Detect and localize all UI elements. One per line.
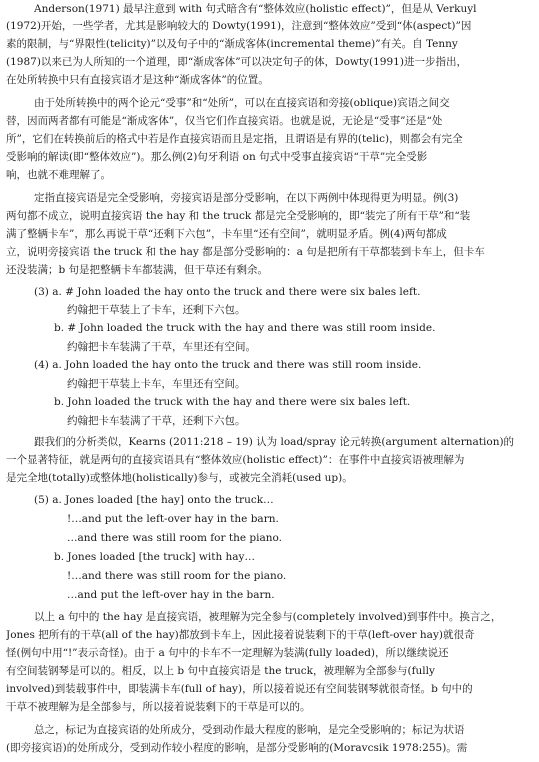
text-line: 两句都不成立，说明直接宾语 the hay 和 the truck 都是完全受影响的，即“装完了所有干草”和“装 [6,210,471,222]
text-line: 怪(例句中用“!”表示奇怪)。由于 a 句中的卡车不一定理解为装满(fully loaded)，所以继续说还 [6,647,449,659]
text-line: 受影响的解读(即“整体效应”)。那么例(2)句牙利语 on 句式中受事直接宾语“干草”完全受影 [6,151,428,163]
text-line: 跟我们的分析类似，Kearns (2011:218 – 19) 认为 load/spray 论元转换(argument alternation)的 [34,436,515,448]
text-line: 干草不被理解为是全部参与，所以接着说装剩下的干草是可以的。 [6,701,311,713]
example-line: b. # John loaded the truck with the hay and there was still room inside. [54,322,436,334]
text-line: 有空间装钢琴是可以的。相反，以上 b 句中直接宾语是 the truck，被理解为全部参与(fully [6,665,435,677]
text-line: 响，也就不难理解了。 [6,169,111,181]
example-line: …and there was still room for the piano. [67,532,282,544]
text-line: 是完全地(totally)或整体地(holistically)参与，或被完全消耗(used up)。 [6,472,353,484]
text-line: 还没装满；b 句是把整辆卡车都装满，但干草还有剩余。 [6,264,269,276]
text-line: 替，因而两者都有可能是“渐成客体”，仅当它们作直接宾语。也就是说，无论是“受事”还是“处 [6,115,443,127]
example-line: b. Jones loaded [the truck] with hay… [54,551,255,563]
example-line: (5) a. Jones loaded [the hay] onto the truck… [34,494,274,506]
text-line: 在处所转换中只有直接宾语才是这种“渐成客体”的位置。 [6,74,269,86]
text-line: (1972)开始，一些学者，尤其是影响较大的 Dowty(1991)，注意到“整体效应”受到“体(aspect)”因 [6,20,472,32]
example-line: (4) a. John loaded the hay onto the truck and there was still room inside. [34,359,422,371]
example-translation: 约翰把卡车装满了干草，还剩下六包。 [67,415,246,427]
example-line: b. John loaded the truck with the hay and there were six bales left. [54,396,411,408]
text-line: 由于处所转换中的两个论元“受事”和“处所”，可以在直接宾语和旁接(oblique)宾语之间交 [34,97,450,109]
example-translation: 约翰把卡车装满了干草，车里还有空间。 [67,341,256,353]
text-line: 立，说明旁接宾语 the truck 和 the hay 都是部分受影响的：a 句是把所有干草都装到卡车上，但卡车 [6,246,485,258]
text-line: 素的限制，与“界限性(telicity)”以及句子中的“渐成客体(incremental theme)”有关。自 Tenny [6,38,458,50]
text-line: Anderson(1971) 最早注意到 with 句式暗含有“整体效应(holistic effect)”，但是从 Verkuyl [34,3,477,15]
example-line: …and put the left-over hay in the barn. [67,589,275,601]
example-line: !…and there was still room for the piano. [67,570,287,582]
example-translation: 约翰把干草装上卡车，车里还有空间。 [67,378,246,390]
example-translation: 约翰把干草装上了卡车，还剩下六包。 [67,304,246,316]
text-line: 一个显著特征，就是两句的直接宾语具有“整体效应(holistic effect)”：在事件中直接宾语被理解为 [6,454,465,466]
text-line: 所”，它们在转换前后的格式中若是作直接宾语而且是定指，且谓语是有界的(telic)，则都会有完全 [6,133,463,145]
text-line: 定指直接宾语是完全受影响，旁接宾语是部分受影响，在以下两例中体现得更为明显。例(3) [34,192,459,204]
text-line: (即旁接宾语)的处所成分，受到动作较小程度的影响，是部分受影响的(Moravcsik 1978:255)。需 [6,742,468,754]
text-line: 满了整辆卡车”，那么再说干草“还剩下六包”，卡车里“还有空间”，就明显矛盾。例(4)两句都成 [6,228,447,240]
text-line: 以上 a 句中的 the hay 是直接宾语，被理解为完全参与(completely involved)到事件中。换言之， [34,611,502,623]
example-line: !…and put the left-over hay in the barn. [67,513,279,525]
text-line: involved)到装载事件中，即装满卡车(full of hay)，所以接着说还有空间装钢琴就很奇怪。b 句中的 [6,683,473,695]
text-line: (1987)以来已为人所知的一个道理，即“渐成客体”可以决定句子的体，Dowty(1991)进一步指出， [6,56,467,68]
text-line: Jones 把所有的干草(all of the hay)都放到卡车上，因此接着说装剩下的干草(left-over hay)就很奇 [6,629,475,641]
example-line: (3) a. # John loaded the hay onto the truck and there were six bales left. [34,286,421,298]
text-line: 总之，标记为直接宾语的处所成分，受到动作最大程度的影响，是完全受影响的；标记为状语 [34,724,465,736]
